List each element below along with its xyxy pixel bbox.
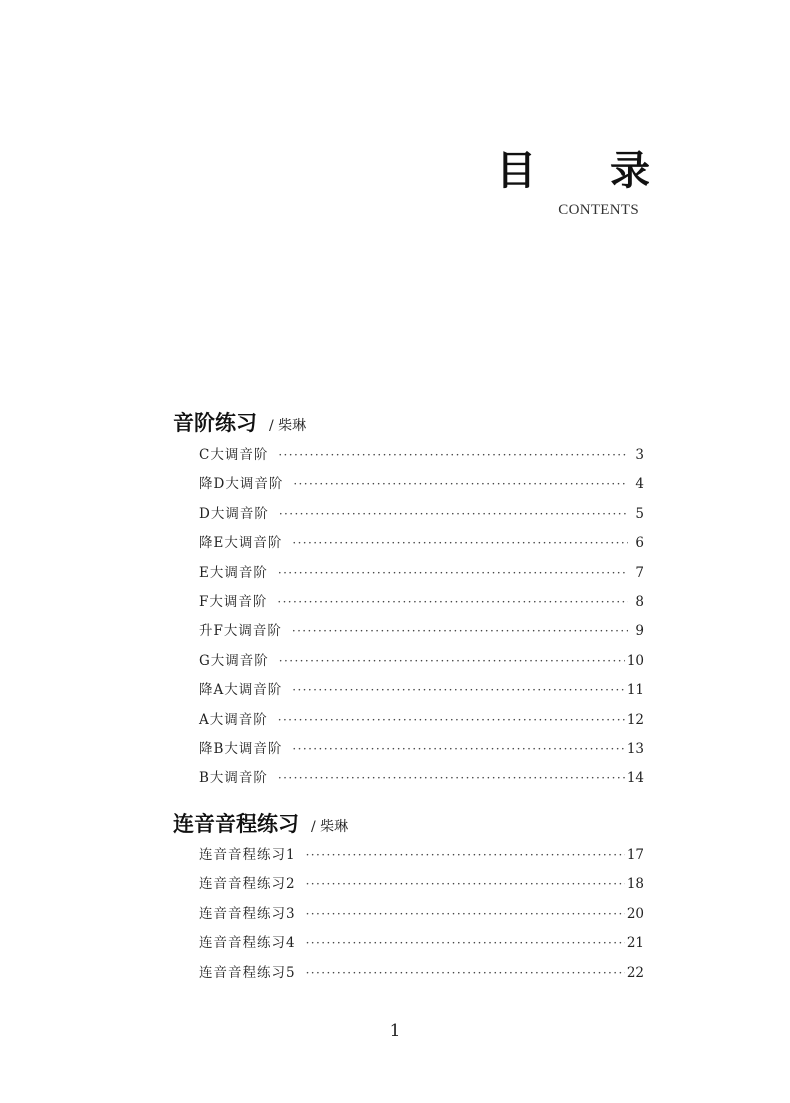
toc-entry-page: 13 [626, 740, 644, 757]
toc-entry-label: A大调音阶 [199, 711, 268, 728]
dot-leader [292, 683, 625, 697]
toc-entry[interactable] [199, 619, 644, 648]
toc-header [0, 147, 680, 218]
toc-entry-page: 14 [626, 770, 644, 787]
dot-leader [306, 907, 625, 921]
dot-leader [293, 477, 628, 491]
toc-entry-label: 降D大调音阶 [199, 476, 284, 493]
toc-entry-label: 连音音程练习1 [199, 847, 296, 863]
dot-leader [306, 877, 625, 891]
dot-leader [292, 624, 628, 638]
toc-entry-page: 8 [635, 593, 644, 610]
toc-entry[interactable] [199, 708, 644, 737]
section-heading-scales [173, 407, 306, 439]
toc-entry-label: G大调音阶 [199, 652, 269, 669]
dot-leader [277, 595, 628, 609]
dot-leader [292, 742, 624, 756]
toc-entry[interactable] [199, 443, 644, 472]
section-author: / 柴琳 [311, 819, 349, 835]
toc-entry-page: 3 [635, 447, 644, 463]
toc-entry-page: 6 [635, 535, 644, 552]
section-author: / 柴琳 [269, 418, 307, 434]
toc-entry-label: 连音音程练习5 [199, 964, 296, 981]
toc-entry-label: D大调音阶 [199, 505, 269, 522]
toc-entry-page: 18 [626, 876, 644, 893]
dot-leader [278, 771, 625, 785]
toc-entry[interactable] [199, 561, 644, 590]
dot-leader [278, 713, 625, 727]
toc-entry-page: 9 [635, 623, 644, 640]
dot-leader [306, 936, 625, 950]
toc-entry-label: 连音音程练习4 [199, 935, 296, 952]
toc-entry-page: 5 [635, 505, 644, 522]
toc-entry[interactable] [199, 843, 644, 872]
toc-entry-page: 10 [626, 652, 644, 669]
toc-entry[interactable] [199, 590, 644, 619]
toc-entry-label: 升F大调音阶 [199, 623, 282, 640]
dot-leader [306, 848, 625, 862]
toc-entry[interactable] [199, 872, 644, 901]
toc-entry-page: 7 [635, 564, 644, 581]
section-heading-intervals [173, 808, 348, 840]
dot-leader [279, 507, 628, 521]
toc-entry-label: 连音音程练习2 [199, 876, 296, 893]
toc-entry-label: C大调音阶 [199, 447, 269, 463]
toc-entry-page: 22 [626, 964, 644, 981]
toc-list-intervals [199, 843, 644, 990]
toc-entry-label: F大调音阶 [199, 593, 268, 610]
section-title: 音阶练习 [173, 410, 257, 435]
toc-entry[interactable] [199, 766, 644, 795]
toc-entry[interactable] [199, 902, 644, 931]
toc-entry-label: 降A大调音阶 [199, 682, 283, 699]
toc-entry-page: 4 [635, 476, 644, 493]
dot-leader [278, 566, 628, 580]
dot-leader [306, 966, 625, 980]
toc-entry[interactable] [199, 678, 644, 707]
toc-entry-page: 21 [626, 935, 644, 952]
dot-leader [278, 448, 628, 462]
page-title: 目 录 [496, 147, 680, 194]
section-title: 连音音程练习 [173, 811, 299, 836]
toc-entry[interactable] [199, 961, 644, 990]
toc-entry[interactable] [199, 649, 644, 678]
toc-entry-label: E大调音阶 [199, 564, 268, 581]
toc-list-scales [199, 443, 644, 796]
toc-entry[interactable] [199, 502, 644, 531]
toc-entry-label: 降E大调音阶 [199, 535, 283, 552]
dot-leader [279, 654, 625, 668]
toc-entry[interactable] [199, 931, 644, 960]
toc-entry-label: 连音音程练习3 [199, 905, 296, 922]
toc-entry-page: 17 [626, 847, 644, 863]
toc-entry-page: 12 [626, 711, 644, 728]
toc-entry[interactable] [199, 737, 644, 766]
toc-entry-label: B大调音阶 [199, 770, 268, 787]
page-number: 1 [389, 1021, 401, 1041]
toc-entry[interactable] [199, 531, 644, 560]
toc-entry-page: 20 [626, 905, 644, 922]
dot-leader [292, 536, 628, 550]
toc-entry-page: 11 [626, 682, 644, 699]
toc-entry[interactable] [199, 472, 644, 501]
toc-entry-label: 降B大调音阶 [199, 740, 283, 757]
page-subtitle: CONTENTS [558, 202, 639, 218]
